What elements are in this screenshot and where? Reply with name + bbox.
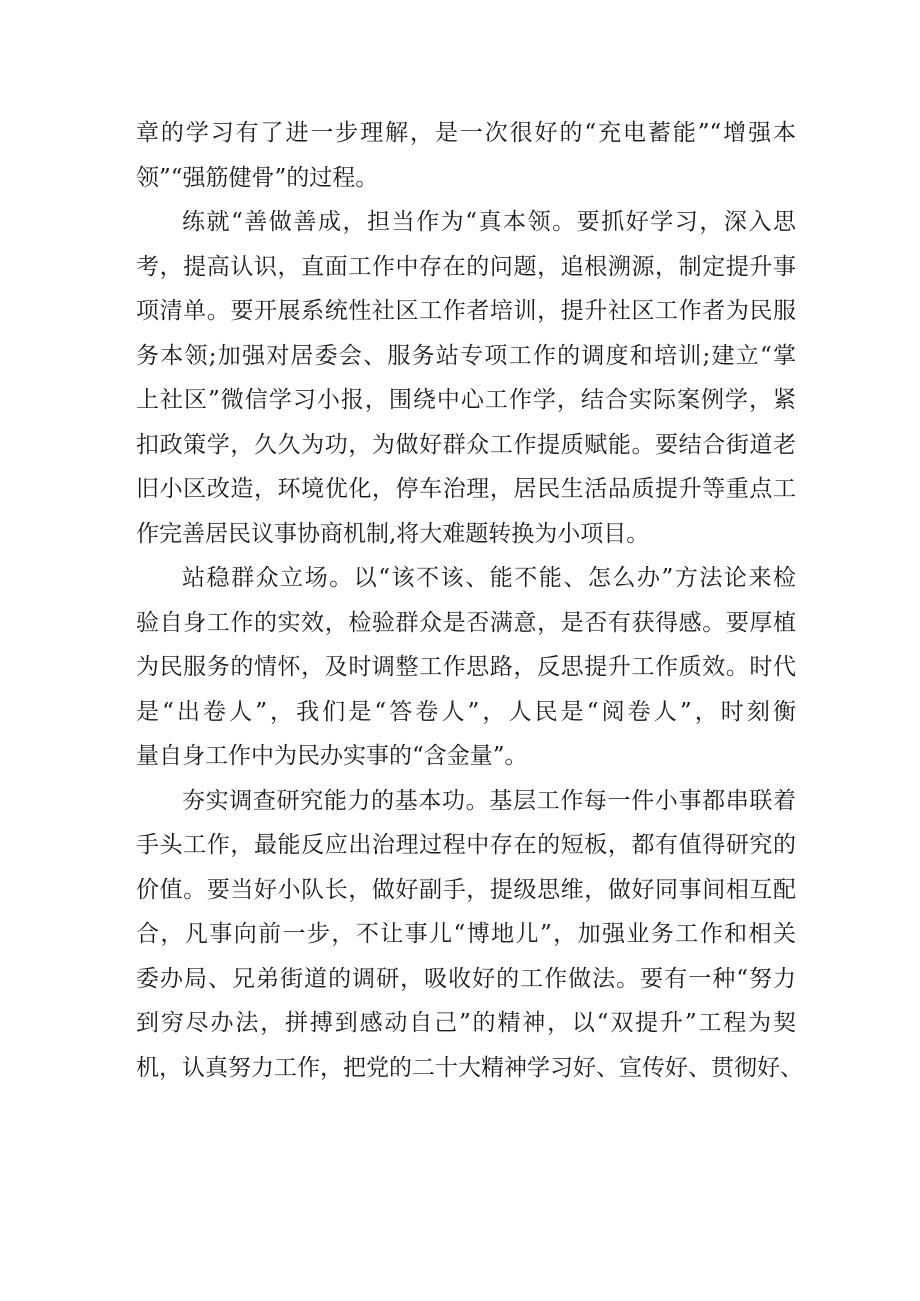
text-line: 委办局、兄弟街道的调研，吸收好的工作做法。要有一种“努力 (136, 965, 796, 992)
text-line: 上社区”微信学习小报，围绕中心工作学，结合实际案例学，紧 (136, 387, 796, 413)
text-line: 项清单。要开展系统性社区工作者培训，提升社区工作者为民服 (136, 298, 796, 324)
text-line: 量自身工作中为民办实事的“含金量”。 (136, 743, 528, 769)
text-line: 价值。要当好小队长，做好副手，提级思维，做好同事间相互配 (136, 876, 796, 903)
text-line: 机，认真努力工作，把党的二十大精神学习好、宣传好、贯彻好、 (136, 1054, 803, 1081)
paragraph (136, 779, 803, 1091)
text-line: 练就“善做善成，担当作为“真本领。要抓好学习，深入思 (182, 209, 796, 235)
text-line: 旧小区改造，环境优化，停车治理，居民生活品质提升等重点工 (136, 476, 796, 502)
text-line: 手头工作，最能反应出治理过程中存在的短板，都有值得研究的 (136, 832, 796, 858)
document-body (136, 111, 803, 1090)
text-line: 领”“强筋健骨”的过程。 (136, 164, 379, 191)
text-line: 为民服务的情怀，及时调整工作思路，反思提升工作质效。时代 (136, 654, 796, 680)
text-line: 作完善居民议事协商机制,将大难题转换为小项目。 (136, 520, 650, 547)
text-line: 是“出卷人”，我们是“答卷人”，人民是“阅卷人”，时刻衡 (136, 698, 796, 725)
text-line: 章的学习有了进一步理解，是一次很好的“充电蓄能”“增强本 (136, 120, 796, 146)
text-line: 到穷尽办法，拼搏到感动自己”的精神，以“双提升”工程为契 (136, 1010, 796, 1036)
text-line: 夯实调查研究能力的基本功。基层工作每一件小事都串联着 (182, 787, 796, 814)
text-line: 验自身工作的实效，检验群众是否满意，是否有获得感。要厚植 (136, 609, 796, 636)
text-line: 站稳群众立场。以“该不该、能不能、怎么办”方法论来检 (182, 565, 796, 591)
text-line: 扣政策学，久久为功，为做好群众工作提质赋能。要结合街道老 (136, 431, 796, 458)
paragraph (136, 111, 796, 200)
paragraph (136, 556, 796, 779)
paragraph (136, 200, 796, 556)
text-line: 务本领;加强对居委会、服务站专项工作的调度和培训;建立“掌 (136, 342, 796, 369)
text-line: 考，提高认识，直面工作中存在的问题，追根溯源，制定提升事 (136, 253, 796, 280)
text-line: 合，凡事向前一步，不让事儿“博地儿”，加强业务工作和相关 (136, 921, 796, 947)
